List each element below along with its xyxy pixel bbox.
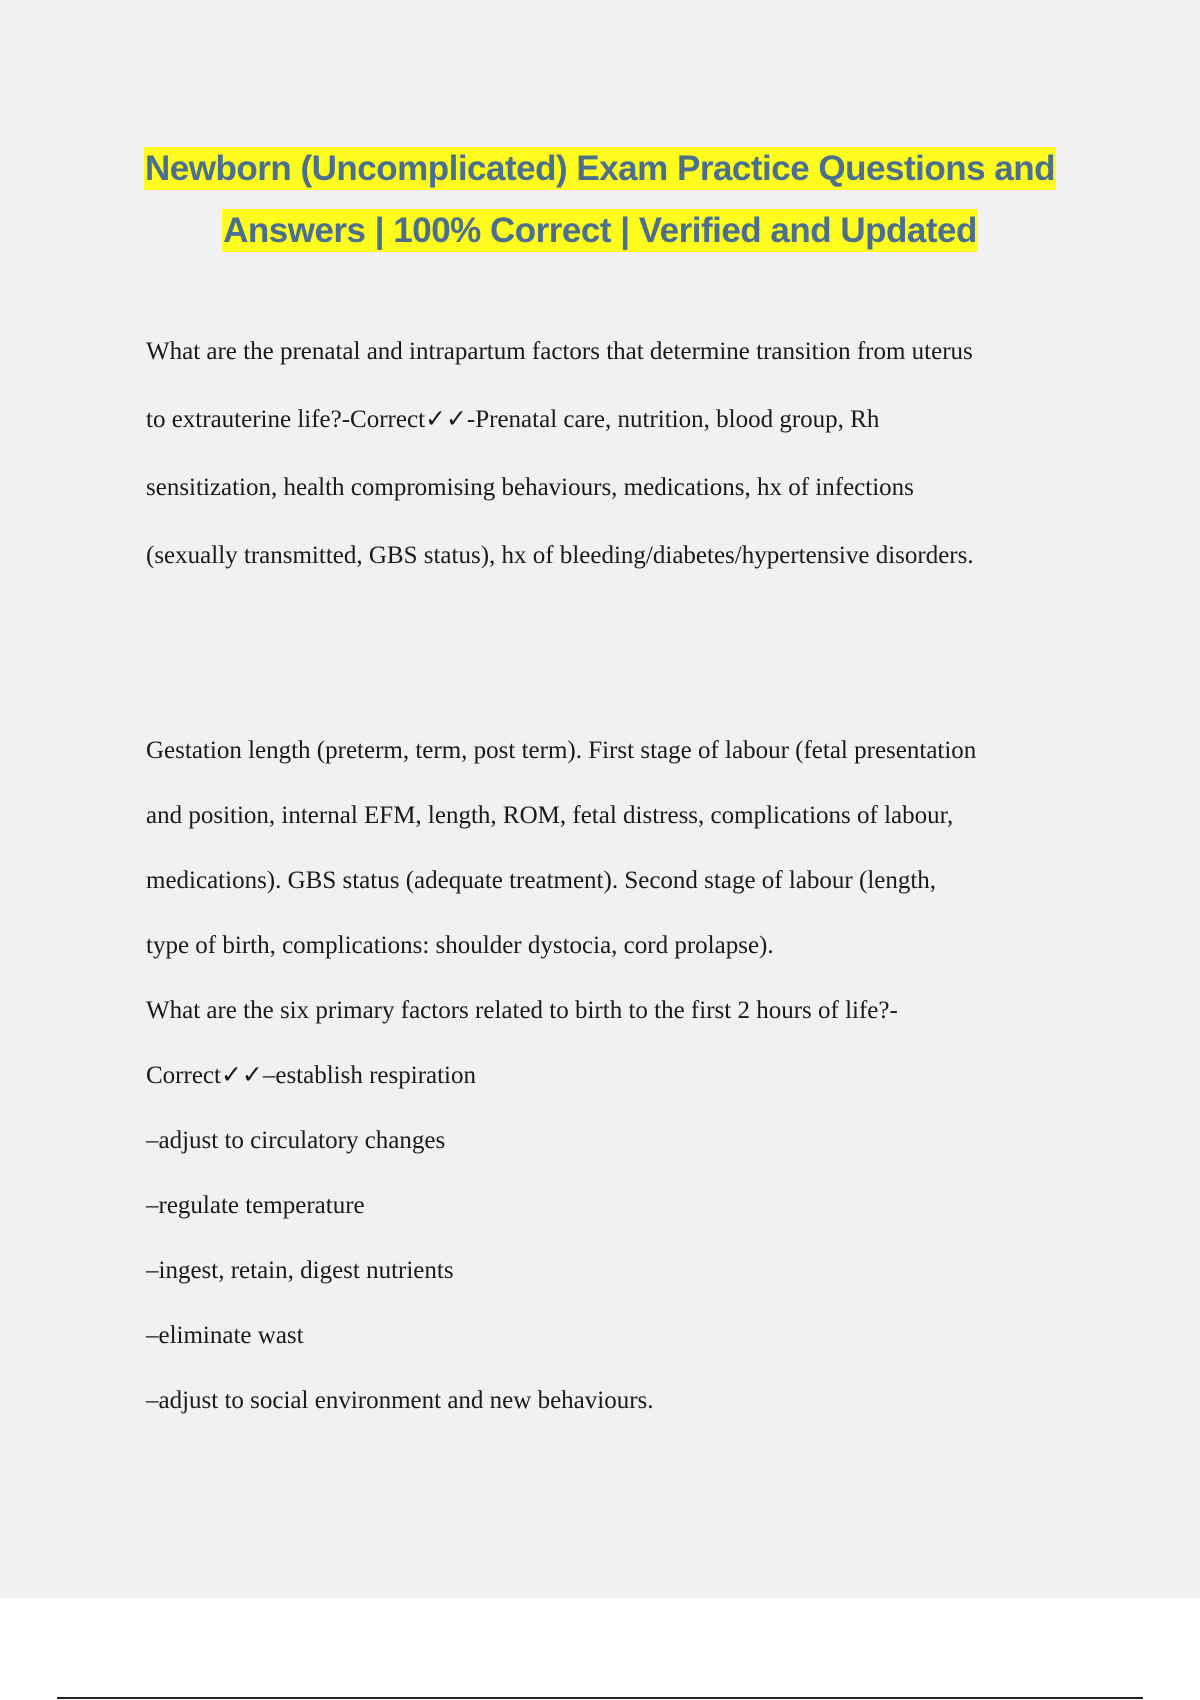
title-line-1: Newborn (Uncomplicated) Exam Practice Questions and bbox=[145, 149, 1055, 188]
question-2-line: What are the six primary factors related to birth to the first 2 hours of life?- bbox=[146, 997, 898, 1024]
paragraph-line: to extrauterine life?-Correct✓✓-Prenatal care, nutrition, blood group, Rh bbox=[146, 406, 880, 433]
paragraph-line: Gestation length (preterm, term, post term). First stage of labour (fetal presentation bbox=[146, 737, 977, 764]
paragraph-line: What are the prenatal and intrapartum factors that determine transition from uterus bbox=[146, 338, 973, 365]
list-item: –ingest, retain, digest nutrients bbox=[146, 1257, 454, 1284]
footer-divider bbox=[57, 1697, 1143, 1699]
paragraph-line: (sexually transmitted, GBS status), hx of bleeding/diabetes/hypertensive disorders. bbox=[146, 542, 974, 569]
list-item: –eliminate wast bbox=[146, 1322, 304, 1349]
page-footer bbox=[0, 1598, 1200, 1700]
document-title bbox=[100, 138, 1100, 262]
question-2-answer-line: Correct✓✓–establish respiration bbox=[146, 1062, 477, 1089]
answer-continuation-paragraph bbox=[146, 731, 1096, 1446]
paragraph-line: and position, internal EFM, length, ROM, fetal distress, complications of labour, bbox=[146, 802, 954, 829]
list-item: –regulate temperature bbox=[146, 1192, 365, 1219]
question-1-paragraph bbox=[146, 332, 1096, 604]
title-line-2: Answers | 100% Correct | Verified and Updated bbox=[223, 211, 977, 250]
paragraph-line: type of birth, complications: shoulder dystocia, cord prolapse). bbox=[146, 932, 774, 959]
list-item: –adjust to circulatory changes bbox=[146, 1127, 446, 1154]
paragraph-line: sensitization, health compromising behaviours, medications, hx of infections bbox=[146, 474, 914, 501]
paragraph-line: medications). GBS status (adequate treatment). Second stage of labour (length, bbox=[146, 867, 937, 894]
list-item: –adjust to social environment and new behaviours. bbox=[146, 1387, 654, 1414]
